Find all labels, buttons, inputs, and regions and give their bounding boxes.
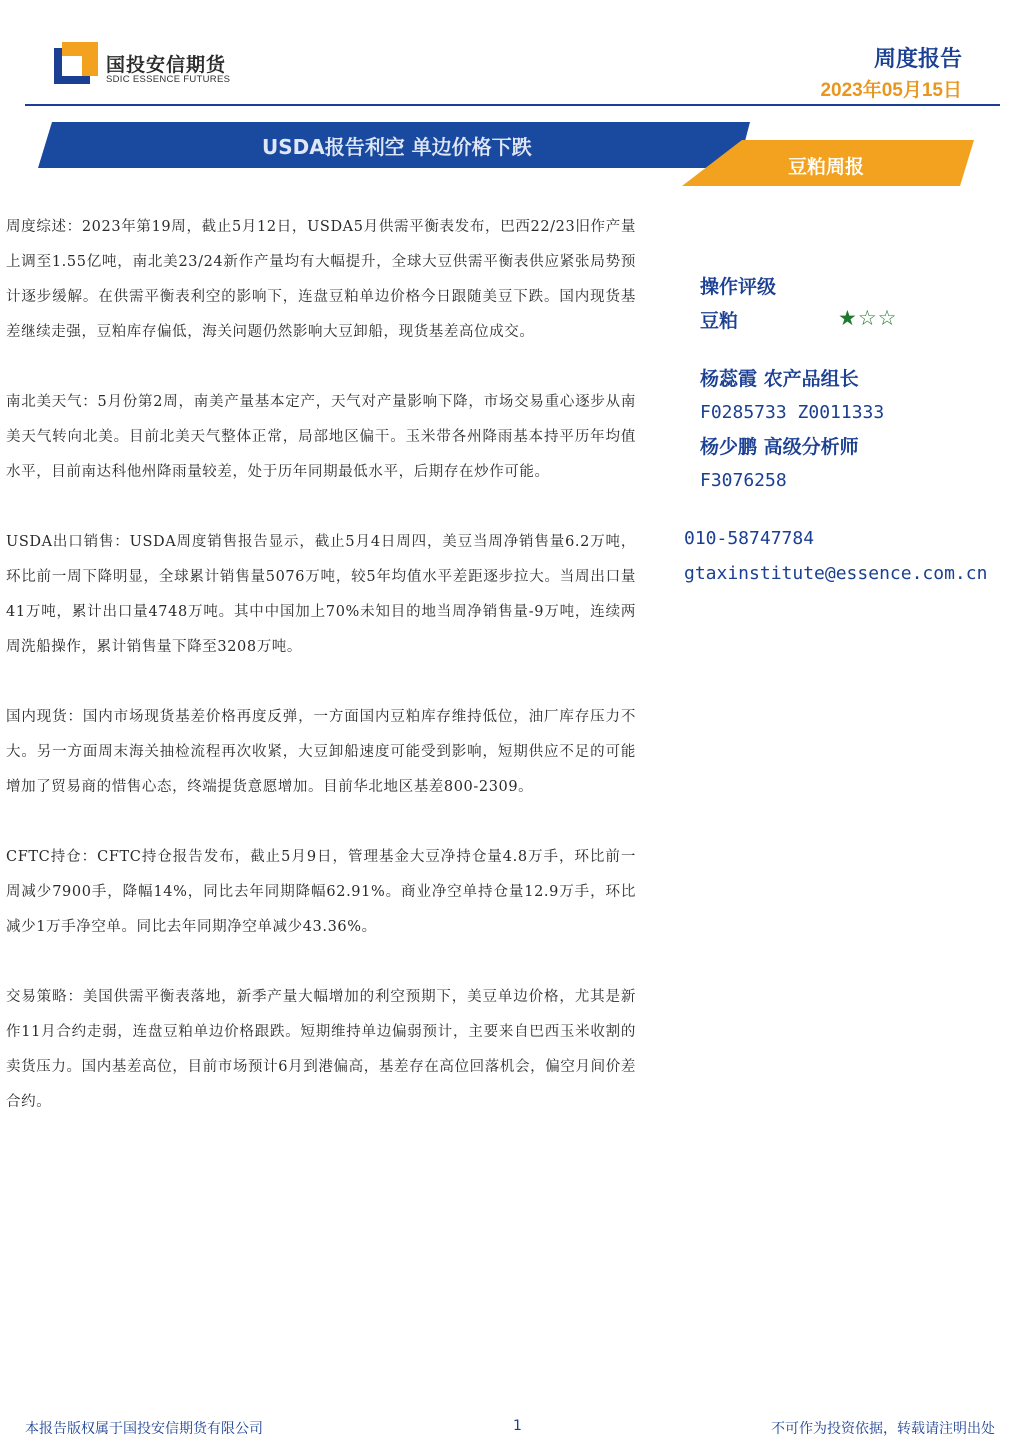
rating-product: 豆粕 [700, 310, 739, 332]
paragraph-text: 国内市场现货基差价格再度反弹，一方面国内豆粕库存维持低位，油厂库存压力不大。另一方面周末海关抽检流程再次收紧，大豆卸船速度可能受到影响，短期供应不足的可能增加了贸易商的惜售心态，终端提货意愿增加。目前华北地区基差800-2309。 [6, 709, 637, 795]
paragraph-text: 美国供需平衡表落地，新季产量大幅增加的利空预期下，美豆单边价格，尤其是新作11月合约走弱，连盘豆粕单边价格跟跌。短期维持单边偏弱预计，主要来自巴西玉米收割的卖货压力。国内基差高位，目前市场预计6月到港偏高，基差存在高位回落机会，偏空月间价差合约。 [6, 989, 637, 1110]
paragraph-label: 交易策略： [6, 989, 83, 1005]
paragraph-text: USDA周度销售报告显示，截止5月4日周四，美豆当周净销售量6.2万吨，环比前一周下降明显，全球累计销售量5076万吨，较5年均值水平差距逐步拉大。当周出口量41万吨，累计出口量4748万吨。其中中国加上70%未知目的地当周净销售量-9万吨，连续两周洗船操作，累计销售量下降至3208万吨。 [6, 534, 637, 655]
paragraph-cftc [6, 840, 636, 945]
report-body [6, 210, 636, 1155]
footer-disclaimer: 不可作为投资依据，转载请注明出处 [771, 1421, 995, 1437]
contact-phone: 010-58747784 [684, 528, 815, 549]
analyst-2-name: 杨少鹏 高级分析师 [700, 436, 859, 458]
paragraph-label: CFTC持仓： [6, 849, 98, 865]
rating-stars-icon: ★☆☆ [838, 306, 898, 330]
report-title: USDA报告利空 单边价格下跌 [262, 135, 532, 159]
company-name-cn: 国投安信期货 [106, 54, 227, 76]
paragraph-strategy [6, 980, 636, 1120]
analyst-1-name: 杨蕊霞 农产品组长 [700, 368, 859, 390]
report-type: 周度报告 [873, 47, 962, 72]
footer-copyright: 本报告版权属于国投安信期货有限公司 [25, 1421, 263, 1437]
paragraph-text: 2023年第19周，截止5月12日，USDA5月供需平衡表发布，巴西22/23旧作产量上调至1.55亿吨，南北美23/24新作产量均有大幅提升，全球大豆供需平衡表供应紧张局势预计逐步缓解。在供需平衡表利空的影响下，连盘豆粕单边价格今日跟随美豆下跌。国内现货基差继续走强，豆粕库存偏低，海关问题仍然影响大豆卸船，现货基差高位成交。 [6, 219, 636, 340]
company-name-en: SDIC ESSENCE FUTURES [106, 74, 231, 85]
company-logo-icon [54, 42, 98, 84]
paragraph-label: 南北美天气： [6, 394, 98, 410]
paragraph-weather [6, 385, 636, 490]
analyst-1-codes: F0285733 Z0011333 [700, 402, 885, 423]
footer-page-number: 1 [513, 1418, 522, 1434]
paragraph-label: USDA出口销售： [6, 534, 130, 550]
paragraph-text: 5月份第2周，南美产量基本定产，天气对产量影响下降，市场交易重心逐步从南美天气转向北美。目前北美天气整体正常，局部地区偏干。玉米带各州降雨基本持平历年均值水平，目前南达科他州降雨量较差，处于历年同期最低水平，后期存在炒作可能。 [6, 394, 636, 480]
contact-email[interactable]: gtaxinstitute@essence.com.cn [684, 563, 988, 584]
paragraph-text: CFTC持仓报告发布，截止5月9日，管理基金大豆净持仓量4.8万手，环比前一周减少7900手，降幅14%，同比去年同期降幅62.91%。商业净空单持仓量12.9万手，环比减少1万手净空单。同比去年同期净空单减少43.36%。 [6, 849, 636, 935]
rating-title: 操作评级 [700, 276, 777, 298]
paragraph-label: 周度综述： [6, 219, 82, 235]
header-divider [25, 104, 1000, 106]
report-date: 2023年05月15日 [820, 80, 962, 101]
paragraph-label: 国内现货： [6, 709, 83, 725]
report-category-tag: 豆粕周报 [788, 156, 865, 178]
analyst-2-codes: F3076258 [700, 470, 787, 491]
paragraph-weekly-summary [6, 210, 636, 350]
paragraph-usda-export [6, 525, 636, 665]
paragraph-domestic-spot [6, 700, 636, 805]
